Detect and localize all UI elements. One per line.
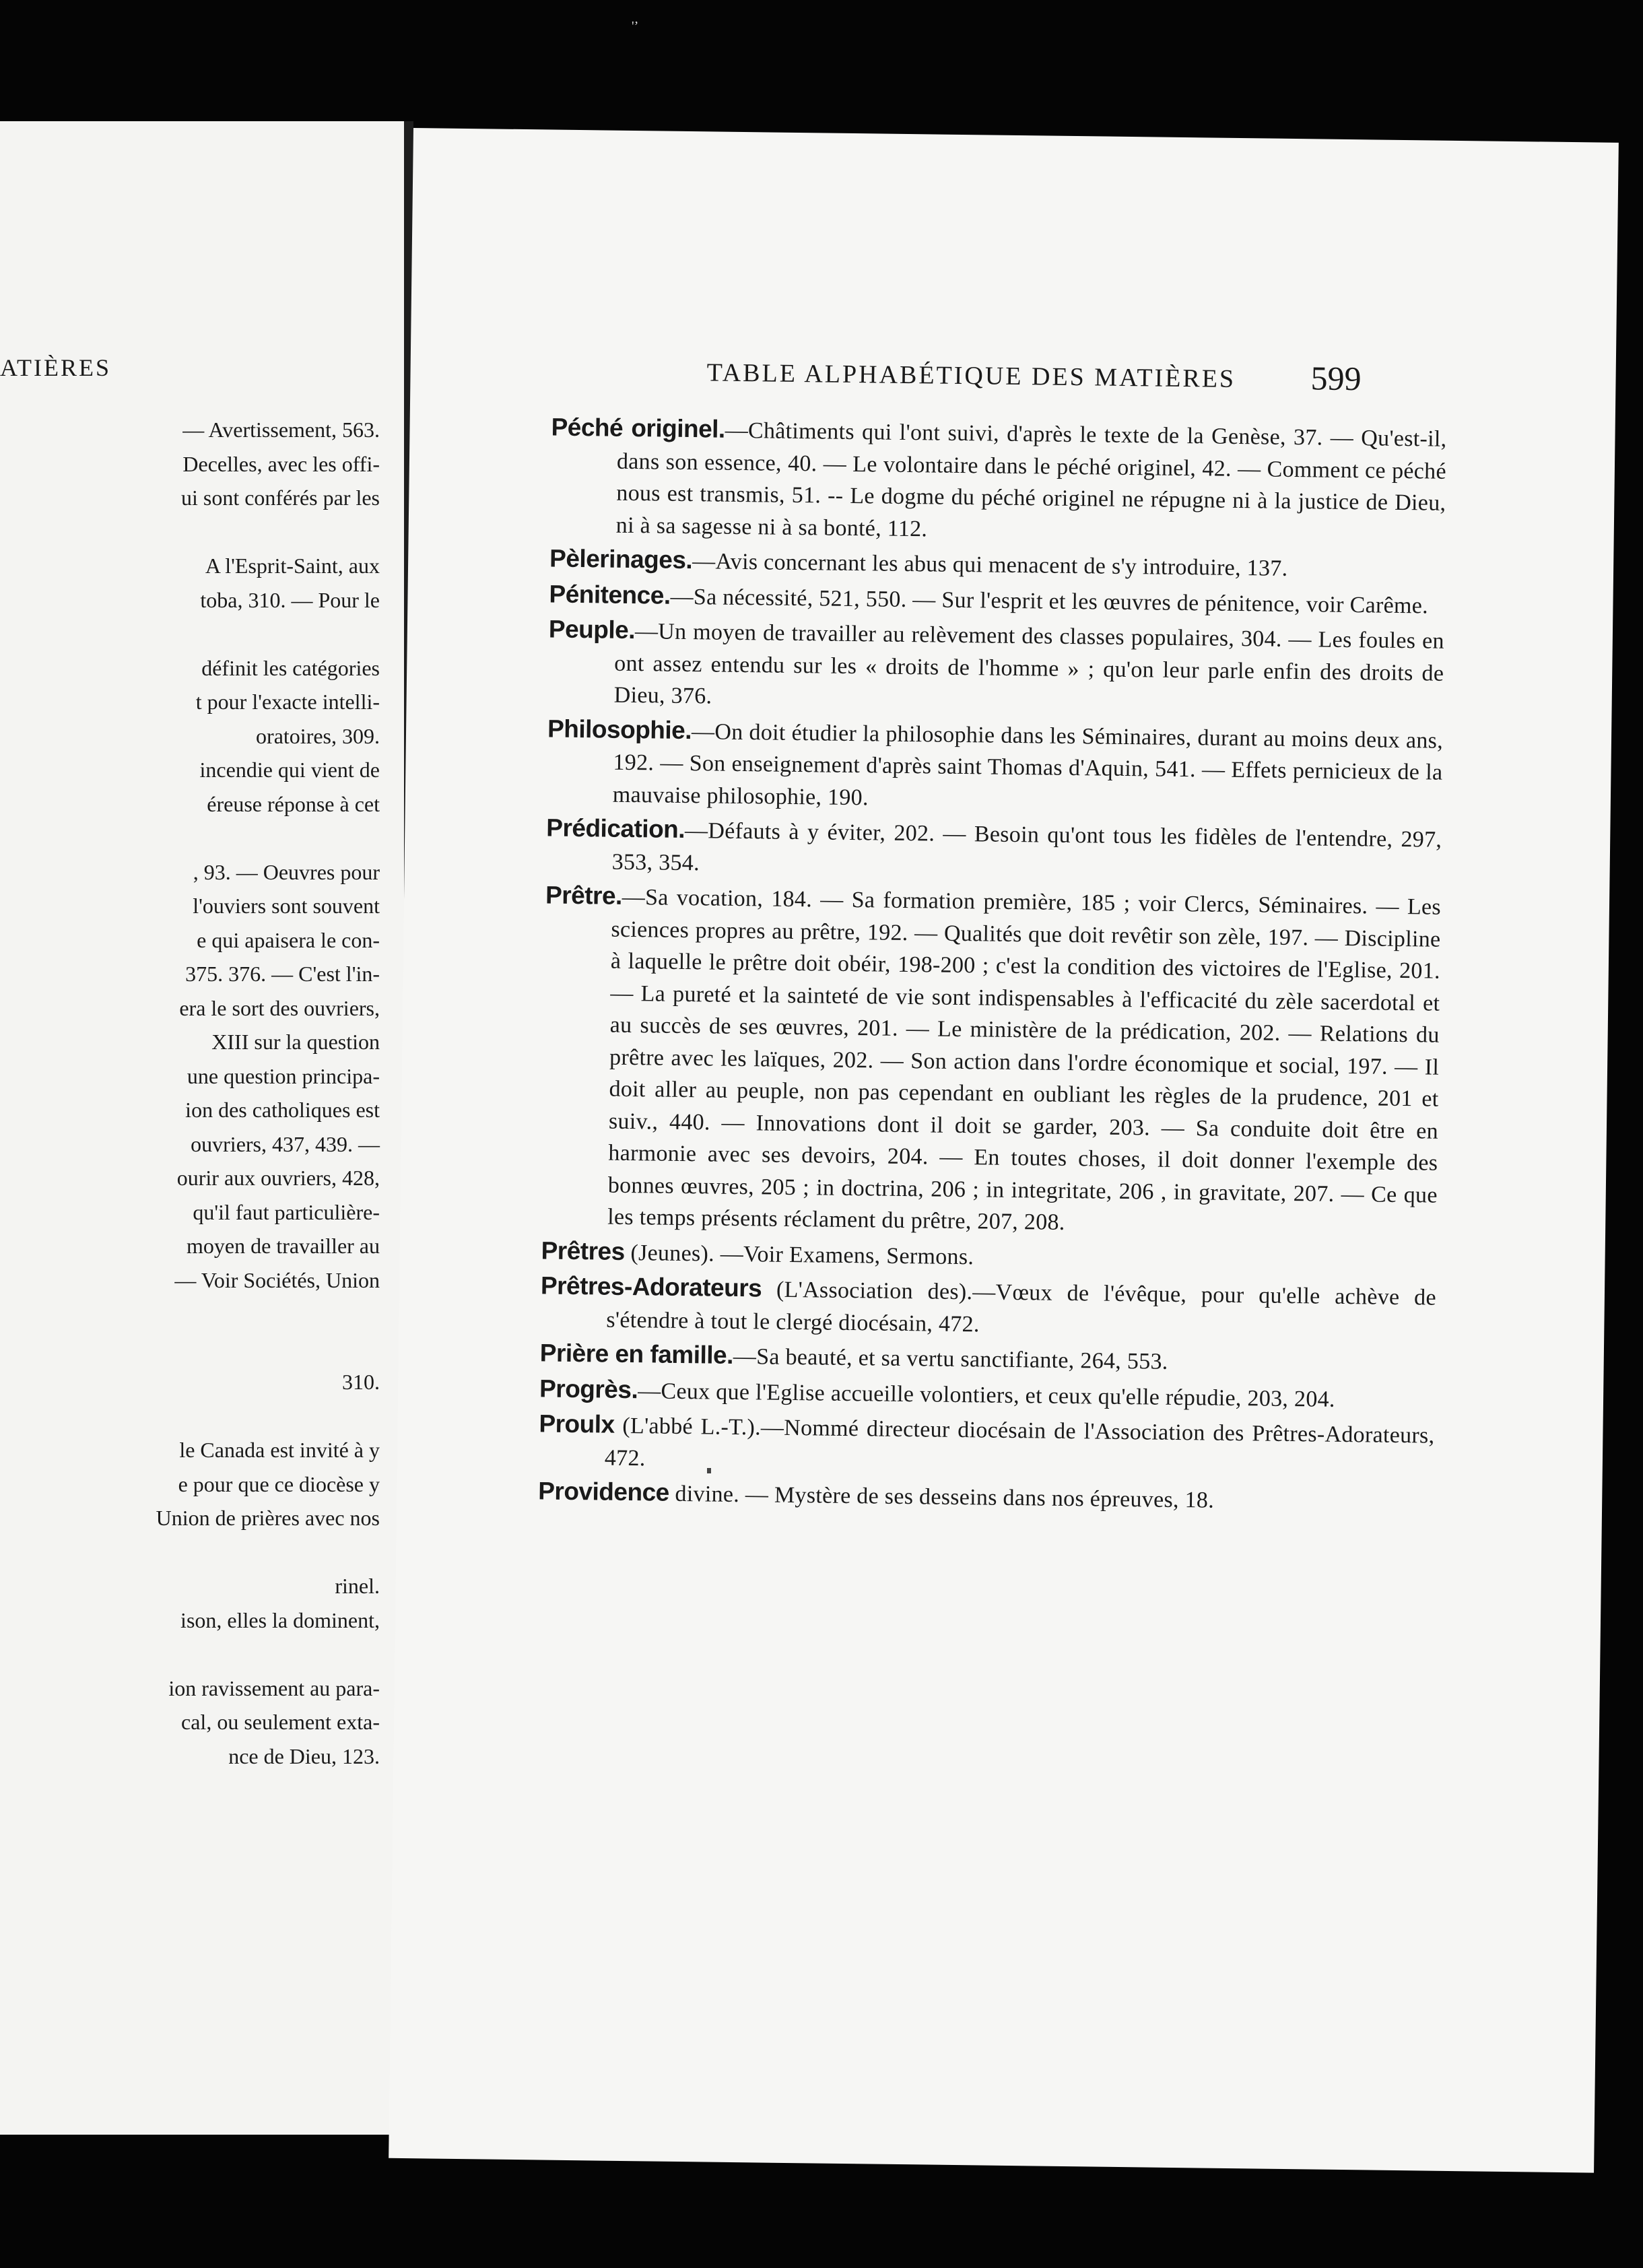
entry-headword: Prière en famille. [539, 1339, 734, 1369]
left-page-line: ison, elles la dominent, [180, 1607, 380, 1632]
entry-headword: Peuple. [548, 615, 636, 644]
left-page-line: ion des catholiques est [185, 1098, 380, 1122]
left-page-line: toba, 310. — Pour le [200, 587, 380, 612]
left-page-line: era le sort des ouvriers, [179, 995, 380, 1020]
entry-text: —Avis concernant les abus qui menacent de s'y introduire, 137. [692, 549, 1288, 581]
left-page-line: nce de Dieu, 123. [228, 1743, 380, 1768]
entry-headword: Proulx [539, 1409, 615, 1438]
left-page-line: ion ravissement au para- [168, 1675, 380, 1700]
entry-text: —Ceux que l'Eglise accueille volontiers, et ceux qu'elle répudie, 203, 204. [638, 1378, 1335, 1412]
left-page-line: XIII sur la question [211, 1030, 380, 1054]
index-entry [541, 879, 1441, 1243]
left-page-line: A l'Esprit-Saint, aux [205, 554, 380, 578]
entry-headword: Prêtre. [545, 881, 623, 910]
left-page-line: 375. 376. — C'est l'in- [185, 962, 380, 986]
left-page-header: ATIÈRES [0, 354, 111, 381]
speck [707, 1468, 711, 1473]
page-number: 599 [1310, 359, 1362, 398]
entry-headword: Pénitence. [549, 580, 671, 609]
index-entry [545, 811, 1442, 888]
index-entry [540, 1269, 1436, 1345]
entry-headword: Prêtres [541, 1236, 625, 1265]
entry-text: —Défauts à y éviter, 202. — Besoin qu'ont tous les fidèles de l'entendre, 297, 353, 354. [611, 818, 1442, 875]
left-page-line: éreuse réponse à cet [207, 791, 380, 816]
entry-text: (Jeunes). —Voir Examens, Sermons. [624, 1240, 974, 1269]
running-header: TABLE ALPHABÉTIQUE DES MATIÈRES [706, 358, 1236, 393]
entry-text: divine. — Mystère de ses desseins dans nos épreuves, 18. [669, 1481, 1215, 1513]
index-entry [539, 1407, 1435, 1483]
left-page-line: moyen de travailler au [187, 1234, 380, 1258]
left-page-line: — Voir Sociétés, Union [174, 1267, 380, 1292]
left-page-line: l'ouviers sont souvent [193, 894, 380, 918]
left-page-line: Union de prières avec nos [156, 1506, 380, 1530]
left-page-line: e pour que ce diocèse y [178, 1471, 380, 1496]
entry-headword: Prêtres-Adorateurs [540, 1271, 762, 1302]
left-page-line: , 93. — Oeuvres pour [193, 859, 380, 884]
left-page-line: incendie qui vient de [199, 758, 380, 782]
entry-text: —Sa nécessité, 521, 550. — Sur l'esprit et les œuvres de pénitence, voir Carême. [670, 584, 1429, 618]
left-page-line: définit les catégories [201, 655, 380, 680]
left-page-line: une question principa- [187, 1063, 380, 1088]
left-page [0, 121, 404, 2135]
entry-headword: Prédication. [546, 813, 685, 844]
entry-headword: Philosophie. [547, 714, 692, 744]
scan-mark: '’ [632, 19, 639, 34]
left-page-line: — Avertissement, 563. [182, 418, 380, 442]
index-entry [550, 411, 1447, 552]
index-entries [538, 411, 1447, 1522]
entry-text: —Sa beauté, et sa vertu sanctifiante, 264, 553. [733, 1343, 1168, 1374]
left-page-line: cal, ou seulement exta- [181, 1710, 380, 1734]
entry-text: (L'abbé L.-T.).—Nommé directeur diocésain de l'Association des Prêtres-Adorateurs, 472. [604, 1413, 1435, 1471]
left-page-line: 310. [342, 1370, 380, 1394]
entry-headword: Providence [538, 1477, 670, 1506]
entry-headword: Progrès. [539, 1374, 638, 1403]
left-page-line: e qui apaisera le con- [197, 927, 380, 952]
left-page-line: Decelles, avec les offi- [182, 451, 380, 476]
left-page-line: qu'il faut particulière- [193, 1199, 380, 1224]
entry-text: —Sa vocation, 184. — Sa formation première, 185 ; voir Clercs, Séminaires. — Les sciences propres au prêtre, 192. — Qualités que doit revêtir son zèle, 197. — Discipline à laquelle le prêtre doit obéir, 198-200 ; c'est la condition des victoires de l'Eglise, 201. — La pureté et la sainteté de vie sont indispensables à l'efficacité du zèle sacerdotal et au succès de ses œuvres, 201. — Le ministère de la prédication, 202. — Relations du prêtre avec les laïques, 202. — Son action dans l'ordre économique et social, 197. — Il doit aller au peuple, non pas cependant en oubliant les règles de la prudence, 201 et suiv., 440. — Innovations dont il doit se garder, 203. — Sa conduite doit être en harmonie avec ses devoirs, 204. — En toutes choses, il doit donner l'exemple des bonnes œuvres, 205 ; in doctrina, 206 ; in integritate, 206 , in gravitate, 207. — Ce que les temps présents réclament du prêtre, 207, 208. [607, 884, 1442, 1235]
left-page-line: ourir aux ouvriers, 428, [176, 1166, 380, 1190]
entry-text: —Un moyen de travailler au relèvement des classes populaires, 304. — Les foules en ont assez entendu sur les « droits de l'homme » ; qu'on leur parle enfin des droits de Dieu, 376. [613, 619, 1445, 709]
left-page-line: rinel. [335, 1574, 380, 1598]
entry-text: —On doit étudier la philosophie dans les Séminaires, durant au moins deux ans, 192. — Son enseignement d'après saint Thomas d'Aquin, 541. — Effets pernicieux de la mauvaise philosophie, 190. [612, 719, 1444, 810]
index-entry [547, 613, 1444, 722]
right-page [389, 128, 1619, 2173]
left-page-line: oratoires, 309. [256, 723, 380, 748]
left-page-line: t pour l'exacte intelli- [195, 690, 380, 714]
left-page-line: le Canada est invité à y [179, 1438, 380, 1462]
entry-text: —Châtiments qui l'ont suivi, d'après le texte de la Genèse, 37. — Qu'est-il, dans son essence, 40. — Le volontaire dans le péché originel, 42. — Comment ce péché nous est transmis, 51. -- Le dogme du péché originel ne répugne ni à la justice de Dieu, ni à sa sagesse ni à sa bonté, 112. [615, 418, 1447, 541]
index-entry [547, 712, 1444, 821]
entry-headword: Pèlerinages. [549, 544, 693, 574]
left-page-line: ui sont conférés par les [180, 486, 380, 510]
left-page-line: ouvriers, 437, 439. — [191, 1131, 380, 1156]
entry-text: (L'Association des).—Vœux de l'évêque, pour qu'elle achève de s'étendre à tout le clergé diocésain, 472. [606, 1277, 1437, 1337]
entry-headword: Péché originel. [551, 413, 725, 443]
